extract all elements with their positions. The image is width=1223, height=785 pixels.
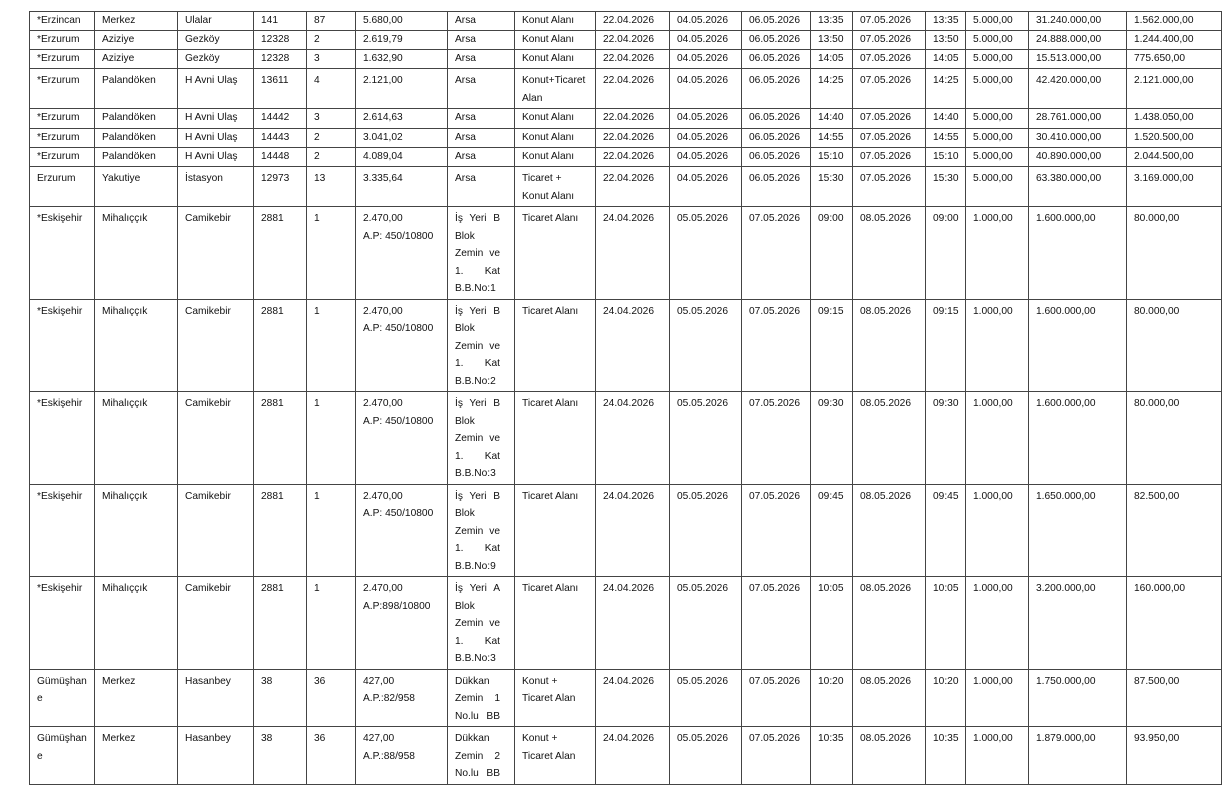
cell-ada: 12973 bbox=[254, 167, 307, 207]
cell-alan bbox=[356, 167, 448, 207]
table-row bbox=[30, 31, 1222, 50]
cell-saat2: 09:00 bbox=[926, 207, 966, 300]
cell-il: Erzurum bbox=[30, 167, 95, 207]
cell-ada: 14442 bbox=[254, 109, 307, 129]
cell-alan-value: 2.470,00 bbox=[363, 490, 403, 502]
cell-ihale1: 06.05.2026 bbox=[742, 50, 811, 69]
cell-tarih2: 04.05.2026 bbox=[670, 69, 742, 109]
cell-alan-value: 2.121,00 bbox=[363, 75, 403, 86]
table-row bbox=[30, 669, 1222, 727]
table-body bbox=[30, 12, 1222, 785]
cell-alan bbox=[356, 148, 448, 167]
cell-imar: Konut Alanı bbox=[515, 129, 596, 148]
cell-imar: Ticaret Alanı bbox=[515, 392, 596, 485]
cell-artis: 1.000,00 bbox=[966, 392, 1029, 485]
cell-ada: 12328 bbox=[254, 50, 307, 69]
cell-tarih2: 04.05.2026 bbox=[670, 31, 742, 50]
cell-bedel: 30.410.000,00 bbox=[1029, 129, 1127, 148]
cell-alan-ap: A.P: 450/10800 bbox=[363, 230, 434, 242]
cell-ada: 38 bbox=[254, 669, 307, 727]
cell-tarih1: 22.04.2026 bbox=[596, 148, 670, 167]
cell-ihale1: 06.05.2026 bbox=[742, 167, 811, 207]
cell-ada: 2881 bbox=[254, 207, 307, 300]
cell-artis: 5.000,00 bbox=[966, 109, 1029, 129]
cell-alan bbox=[356, 299, 448, 392]
cell-alan-value: 427,00 bbox=[363, 675, 395, 687]
table-row bbox=[30, 109, 1222, 129]
cell-bedel: 3.200.000,00 bbox=[1029, 577, 1127, 670]
cell-ilce: Palandöken bbox=[95, 69, 178, 109]
cell-saat1: 09:30 bbox=[811, 392, 853, 485]
cell-teminat: 2.121.000,00 bbox=[1127, 69, 1222, 109]
cell-tarih1: 22.04.2026 bbox=[596, 31, 670, 50]
cell-il: *Erzurum bbox=[30, 31, 95, 50]
cell-tarih2: 04.05.2026 bbox=[670, 167, 742, 207]
cell-tarih1: 22.04.2026 bbox=[596, 167, 670, 207]
cell-saat1: 14:40 bbox=[811, 109, 853, 129]
cell-il: *Eskişehir bbox=[30, 207, 95, 300]
cell-mahalle: Camikebir bbox=[178, 577, 254, 670]
cell-artis: 5.000,00 bbox=[966, 148, 1029, 167]
cell-ada: 13611 bbox=[254, 69, 307, 109]
cell-parsel: 3 bbox=[307, 109, 356, 129]
cell-parsel: 1 bbox=[307, 392, 356, 485]
cell-tarih1: 24.04.2026 bbox=[596, 577, 670, 670]
cell-bedel: 28.761.000,00 bbox=[1029, 109, 1127, 129]
cell-ilce: Palandöken bbox=[95, 148, 178, 167]
cell-tarih1: 24.04.2026 bbox=[596, 207, 670, 300]
cell-tarih2: 05.05.2026 bbox=[670, 727, 742, 785]
cell-saat2: 10:35 bbox=[926, 727, 966, 785]
cell-parsel: 4 bbox=[307, 69, 356, 109]
cell-bedel: 1.600.000,00 bbox=[1029, 392, 1127, 485]
cell-tarih2: 05.05.2026 bbox=[670, 484, 742, 577]
cell-alan-value: 2.619,79 bbox=[363, 34, 403, 45]
cell-teminat: 3.169.000,00 bbox=[1127, 167, 1222, 207]
cell-artis: 5.000,00 bbox=[966, 129, 1029, 148]
cell-artis: 1.000,00 bbox=[966, 669, 1029, 727]
cell-mahalle: H Avni Ulaş bbox=[178, 109, 254, 129]
cell-teminat: 80.000,00 bbox=[1127, 392, 1222, 485]
cell-ada: 2881 bbox=[254, 577, 307, 670]
cell-alan-value: 3.335,64 bbox=[363, 173, 403, 184]
cell-il: Gümüşhane bbox=[30, 727, 95, 785]
cell-imar: Konut + Ticaret Alan bbox=[515, 669, 596, 727]
cell-saat2: 09:45 bbox=[926, 484, 966, 577]
cell-alan bbox=[356, 129, 448, 148]
cell-artis: 1.000,00 bbox=[966, 484, 1029, 577]
cell-nitelik: Arsa bbox=[448, 167, 515, 207]
cell-parsel: 2 bbox=[307, 148, 356, 167]
cell-bedel: 15.513.000,00 bbox=[1029, 50, 1127, 69]
cell-imar: Konut Alanı bbox=[515, 148, 596, 167]
cell-ihale2: 07.05.2026 bbox=[853, 31, 926, 50]
cell-alan bbox=[356, 577, 448, 670]
cell-ihale1: 07.05.2026 bbox=[742, 392, 811, 485]
cell-saat1: 13:50 bbox=[811, 31, 853, 50]
cell-bedel: 40.890.000,00 bbox=[1029, 148, 1127, 167]
cell-saat2: 14:55 bbox=[926, 129, 966, 148]
cell-ihale2: 08.05.2026 bbox=[853, 299, 926, 392]
cell-ilce: Palandöken bbox=[95, 109, 178, 129]
cell-saat2: 14:05 bbox=[926, 50, 966, 69]
cell-ihale1: 07.05.2026 bbox=[742, 299, 811, 392]
cell-nitelik: Arsa bbox=[448, 31, 515, 50]
cell-mahalle: Hasanbey bbox=[178, 669, 254, 727]
cell-il: *Erzurum bbox=[30, 148, 95, 167]
cell-artis: 1.000,00 bbox=[966, 577, 1029, 670]
cell-parsel: 36 bbox=[307, 727, 356, 785]
cell-tarih1: 24.04.2026 bbox=[596, 727, 670, 785]
cell-saat2: 14:25 bbox=[926, 69, 966, 109]
cell-ihale1: 06.05.2026 bbox=[742, 31, 811, 50]
cell-ada: 14443 bbox=[254, 129, 307, 148]
cell-ilce: Mihalıççık bbox=[95, 484, 178, 577]
cell-mahalle: Gezköy bbox=[178, 31, 254, 50]
cell-alan-ap: A.P: 450/10800 bbox=[363, 323, 434, 334]
table-row bbox=[30, 69, 1222, 109]
cell-tarih2: 04.05.2026 bbox=[670, 12, 742, 31]
cell-ihale2: 07.05.2026 bbox=[853, 129, 926, 148]
cell-tarih2: 05.05.2026 bbox=[670, 669, 742, 727]
cell-nitelik: Arsa bbox=[448, 12, 515, 31]
cell-alan bbox=[356, 12, 448, 31]
cell-alan-value: 2.470,00 bbox=[363, 583, 403, 594]
cell-teminat: 775.650,00 bbox=[1127, 50, 1222, 69]
cell-teminat: 80.000,00 bbox=[1127, 207, 1222, 300]
cell-parsel: 13 bbox=[307, 167, 356, 207]
table-row bbox=[30, 484, 1222, 577]
cell-alan-value: 2.614,63 bbox=[363, 112, 403, 123]
cell-tarih2: 04.05.2026 bbox=[670, 129, 742, 148]
cell-nitelik: İş Yeri A Blok Zemin ve 1. Kat B.B.No:3 bbox=[448, 577, 515, 670]
cell-teminat: 2.044.500,00 bbox=[1127, 148, 1222, 167]
cell-imar: Ticaret Alanı bbox=[515, 577, 596, 670]
cell-ilce: Mihalıççık bbox=[95, 577, 178, 670]
cell-teminat: 1.438.050,00 bbox=[1127, 109, 1222, 129]
cell-ada: 14448 bbox=[254, 148, 307, 167]
cell-ihale2: 08.05.2026 bbox=[853, 392, 926, 485]
cell-ada: 2881 bbox=[254, 299, 307, 392]
table-row bbox=[30, 207, 1222, 300]
cell-tarih1: 24.04.2026 bbox=[596, 299, 670, 392]
cell-mahalle: H Avni Ulaş bbox=[178, 148, 254, 167]
cell-saat1: 10:05 bbox=[811, 577, 853, 670]
cell-il: *Erzurum bbox=[30, 109, 95, 129]
cell-parsel: 1 bbox=[307, 207, 356, 300]
cell-alan-ap: A.P: 450/10800 bbox=[363, 415, 434, 427]
cell-ada: 12328 bbox=[254, 31, 307, 50]
cell-bedel: 24.888.000,00 bbox=[1029, 31, 1127, 50]
cell-ilce: Merkez bbox=[95, 12, 178, 31]
cell-mahalle: Camikebir bbox=[178, 484, 254, 577]
cell-nitelik: Dükkan Zemin 2 No.lu BB bbox=[448, 727, 515, 785]
cell-il: *Eskişehir bbox=[30, 299, 95, 392]
cell-ihale2: 08.05.2026 bbox=[853, 207, 926, 300]
cell-alan-value: 2.470,00 bbox=[363, 305, 403, 317]
cell-saat1: 15:10 bbox=[811, 148, 853, 167]
cell-mahalle: H Avni Ulaş bbox=[178, 69, 254, 109]
cell-bedel: 1.879.000,00 bbox=[1029, 727, 1127, 785]
cell-artis: 1.000,00 bbox=[966, 207, 1029, 300]
cell-saat1: 14:55 bbox=[811, 129, 853, 148]
cell-bedel: 1.650.000,00 bbox=[1029, 484, 1127, 577]
cell-ihale2: 07.05.2026 bbox=[853, 50, 926, 69]
cell-saat2: 10:20 bbox=[926, 669, 966, 727]
cell-artis: 5.000,00 bbox=[966, 12, 1029, 31]
cell-tarih2: 04.05.2026 bbox=[670, 50, 742, 69]
cell-ada: 2881 bbox=[254, 392, 307, 485]
cell-nitelik: İş Yeri B Blok Zemin ve 1. Kat B.B.No:3 bbox=[448, 392, 515, 485]
table-row bbox=[30, 299, 1222, 392]
cell-alan bbox=[356, 50, 448, 69]
cell-tarih1: 24.04.2026 bbox=[596, 392, 670, 485]
cell-saat2: 13:35 bbox=[926, 12, 966, 31]
cell-ada: 38 bbox=[254, 727, 307, 785]
cell-ihale2: 08.05.2026 bbox=[853, 669, 926, 727]
cell-ilce: Palandöken bbox=[95, 129, 178, 148]
ihale-table bbox=[29, 11, 1222, 785]
table-row bbox=[30, 167, 1222, 207]
cell-ada: 2881 bbox=[254, 484, 307, 577]
cell-nitelik: İş Yeri B Blok Zemin ve 1. Kat B.B.No:1 bbox=[448, 207, 515, 300]
cell-artis: 5.000,00 bbox=[966, 50, 1029, 69]
cell-mahalle: Hasanbey bbox=[178, 727, 254, 785]
cell-parsel: 2 bbox=[307, 129, 356, 148]
table-row bbox=[30, 12, 1222, 31]
cell-nitelik: Arsa bbox=[448, 50, 515, 69]
cell-nitelik: Arsa bbox=[448, 129, 515, 148]
cell-bedel: 63.380.000,00 bbox=[1029, 167, 1127, 207]
cell-teminat: 93.950,00 bbox=[1127, 727, 1222, 785]
cell-imar: Ticaret + Konut Alanı bbox=[515, 167, 596, 207]
cell-tarih1: 22.04.2026 bbox=[596, 129, 670, 148]
cell-imar: Konut Alanı bbox=[515, 12, 596, 31]
table-row bbox=[30, 148, 1222, 167]
cell-tarih2: 05.05.2026 bbox=[670, 577, 742, 670]
cell-ada: 141 bbox=[254, 12, 307, 31]
cell-il: *Eskişehir bbox=[30, 392, 95, 485]
cell-saat1: 09:00 bbox=[811, 207, 853, 300]
cell-il: *Erzurum bbox=[30, 69, 95, 109]
cell-ilce: Yakutiye bbox=[95, 167, 178, 207]
cell-alan bbox=[356, 392, 448, 485]
cell-ihale2: 07.05.2026 bbox=[853, 109, 926, 129]
cell-il: *Eskişehir bbox=[30, 484, 95, 577]
cell-saat2: 09:30 bbox=[926, 392, 966, 485]
cell-parsel: 3 bbox=[307, 50, 356, 69]
cell-ihale1: 07.05.2026 bbox=[742, 727, 811, 785]
cell-tarih1: 22.04.2026 bbox=[596, 109, 670, 129]
cell-parsel: 1 bbox=[307, 299, 356, 392]
cell-saat1: 10:35 bbox=[811, 727, 853, 785]
cell-saat2: 15:10 bbox=[926, 148, 966, 167]
cell-ilce: Mihalıççık bbox=[95, 392, 178, 485]
cell-imar: Ticaret Alanı bbox=[515, 484, 596, 577]
cell-saat2: 10:05 bbox=[926, 577, 966, 670]
cell-mahalle: Gezköy bbox=[178, 50, 254, 69]
cell-bedel: 42.420.000,00 bbox=[1029, 69, 1127, 109]
cell-alan-value: 3.041,02 bbox=[363, 132, 403, 143]
cell-ilce: Aziziye bbox=[95, 31, 178, 50]
cell-ihale1: 07.05.2026 bbox=[742, 484, 811, 577]
cell-tarih1: 22.04.2026 bbox=[596, 12, 670, 31]
cell-teminat: 87.500,00 bbox=[1127, 669, 1222, 727]
cell-il: *Erzurum bbox=[30, 129, 95, 148]
cell-saat1: 09:15 bbox=[811, 299, 853, 392]
cell-teminat: 82.500,00 bbox=[1127, 484, 1222, 577]
cell-bedel: 1.600.000,00 bbox=[1029, 207, 1127, 300]
cell-ihale1: 07.05.2026 bbox=[742, 669, 811, 727]
cell-ihale2: 08.05.2026 bbox=[853, 484, 926, 577]
cell-nitelik: İş Yeri B Blok Zemin ve 1. Kat B.B.No:2 bbox=[448, 299, 515, 392]
cell-il: *Erzincan bbox=[30, 12, 95, 31]
cell-ihale2: 08.05.2026 bbox=[853, 727, 926, 785]
cell-saat2: 13:50 bbox=[926, 31, 966, 50]
cell-nitelik: Dükkan Zemin 1 No.lu BB bbox=[448, 669, 515, 727]
cell-saat2: 15:30 bbox=[926, 167, 966, 207]
cell-saat2: 09:15 bbox=[926, 299, 966, 392]
cell-ilce: Mihalıççık bbox=[95, 299, 178, 392]
cell-saat1: 09:45 bbox=[811, 484, 853, 577]
cell-tarih1: 22.04.2026 bbox=[596, 69, 670, 109]
cell-tarih1: 24.04.2026 bbox=[596, 484, 670, 577]
cell-parsel: 1 bbox=[307, 577, 356, 670]
cell-alan bbox=[356, 669, 448, 727]
cell-alan-value: 2.470,00 bbox=[363, 398, 403, 409]
cell-ihale1: 06.05.2026 bbox=[742, 129, 811, 148]
cell-alan bbox=[356, 109, 448, 129]
cell-teminat: 160.000,00 bbox=[1127, 577, 1222, 670]
cell-artis: 5.000,00 bbox=[966, 31, 1029, 50]
cell-alan-ap: A.P.:82/958 bbox=[363, 693, 415, 704]
cell-tarih2: 05.05.2026 bbox=[670, 207, 742, 300]
cell-imar: Konut Alanı bbox=[515, 50, 596, 69]
table-row bbox=[30, 129, 1222, 148]
cell-alan bbox=[356, 484, 448, 577]
cell-il: *Erzurum bbox=[30, 50, 95, 69]
cell-parsel: 2 bbox=[307, 31, 356, 50]
cell-nitelik: Arsa bbox=[448, 109, 515, 129]
cell-alan-ap: A.P: 450/10800 bbox=[363, 508, 434, 519]
cell-il: *Eskişehir bbox=[30, 577, 95, 670]
cell-imar: Konut Alanı bbox=[515, 31, 596, 50]
cell-tarih2: 04.05.2026 bbox=[670, 148, 742, 167]
cell-mahalle: İstasyon bbox=[178, 167, 254, 207]
cell-artis: 1.000,00 bbox=[966, 299, 1029, 392]
cell-saat1: 14:05 bbox=[811, 50, 853, 69]
cell-tarih1: 24.04.2026 bbox=[596, 669, 670, 727]
cell-imar: Ticaret Alanı bbox=[515, 299, 596, 392]
cell-alan-ap: A.P:898/10800 bbox=[363, 600, 431, 612]
cell-teminat: 1.562.000,00 bbox=[1127, 12, 1222, 31]
cell-saat2: 14:40 bbox=[926, 109, 966, 129]
cell-imar: Konut + Ticaret Alan bbox=[515, 727, 596, 785]
table-row bbox=[30, 392, 1222, 485]
cell-ihale1: 06.05.2026 bbox=[742, 148, 811, 167]
cell-imar: Ticaret Alanı bbox=[515, 207, 596, 300]
cell-il: Gümüşhane bbox=[30, 669, 95, 727]
cell-teminat: 1.244.400,00 bbox=[1127, 31, 1222, 50]
cell-tarih2: 04.05.2026 bbox=[670, 109, 742, 129]
cell-ilce: Mihalıççık bbox=[95, 207, 178, 300]
cell-ihale1: 06.05.2026 bbox=[742, 69, 811, 109]
cell-artis: 5.000,00 bbox=[966, 69, 1029, 109]
cell-alan-value: 1.632,90 bbox=[363, 53, 403, 64]
cell-artis: 5.000,00 bbox=[966, 167, 1029, 207]
cell-saat1: 13:35 bbox=[811, 12, 853, 31]
table-row bbox=[30, 577, 1222, 670]
cell-alan-value: 5.680,00 bbox=[363, 15, 403, 26]
cell-imar: Konut Alanı bbox=[515, 109, 596, 129]
cell-imar: Konut+Ticaret Alan bbox=[515, 69, 596, 109]
cell-alan-value: 2.470,00 bbox=[363, 213, 403, 224]
cell-saat1: 15:30 bbox=[811, 167, 853, 207]
cell-mahalle: Ulalar bbox=[178, 12, 254, 31]
cell-ihale1: 07.05.2026 bbox=[742, 207, 811, 300]
cell-saat1: 14:25 bbox=[811, 69, 853, 109]
cell-ihale1: 06.05.2026 bbox=[742, 12, 811, 31]
cell-ihale1: 07.05.2026 bbox=[742, 577, 811, 670]
cell-ilce: Merkez bbox=[95, 727, 178, 785]
cell-ilce: Merkez bbox=[95, 669, 178, 727]
cell-ilce: Aziziye bbox=[95, 50, 178, 69]
cell-mahalle: Camikebir bbox=[178, 299, 254, 392]
cell-nitelik: Arsa bbox=[448, 148, 515, 167]
cell-alan bbox=[356, 727, 448, 785]
cell-teminat: 80.000,00 bbox=[1127, 299, 1222, 392]
cell-mahalle: Camikebir bbox=[178, 392, 254, 485]
cell-ihale2: 07.05.2026 bbox=[853, 148, 926, 167]
cell-parsel: 1 bbox=[307, 484, 356, 577]
cell-alan-ap: A.P.:88/958 bbox=[363, 750, 415, 762]
table-row bbox=[30, 727, 1222, 785]
cell-ihale2: 07.05.2026 bbox=[853, 12, 926, 31]
cell-mahalle: Camikebir bbox=[178, 207, 254, 300]
cell-alan bbox=[356, 207, 448, 300]
cell-ihale1: 06.05.2026 bbox=[742, 109, 811, 129]
cell-parsel: 36 bbox=[307, 669, 356, 727]
cell-ihale2: 07.05.2026 bbox=[853, 69, 926, 109]
cell-ihale2: 07.05.2026 bbox=[853, 167, 926, 207]
cell-bedel: 1.750.000,00 bbox=[1029, 669, 1127, 727]
cell-mahalle: H Avni Ulaş bbox=[178, 129, 254, 148]
cell-alan bbox=[356, 31, 448, 50]
cell-tarih1: 22.04.2026 bbox=[596, 50, 670, 69]
cell-teminat: 1.520.500,00 bbox=[1127, 129, 1222, 148]
cell-nitelik: Arsa bbox=[448, 69, 515, 109]
cell-tarih2: 05.05.2026 bbox=[670, 392, 742, 485]
cell-artis: 1.000,00 bbox=[966, 727, 1029, 785]
table-row bbox=[30, 50, 1222, 69]
cell-bedel: 1.600.000,00 bbox=[1029, 299, 1127, 392]
cell-alan-value: 4.089,04 bbox=[363, 151, 403, 162]
cell-tarih2: 05.05.2026 bbox=[670, 299, 742, 392]
cell-ihale2: 08.05.2026 bbox=[853, 577, 926, 670]
cell-parsel: 87 bbox=[307, 12, 356, 31]
cell-alan bbox=[356, 69, 448, 109]
cell-bedel: 31.240.000,00 bbox=[1029, 12, 1127, 31]
cell-saat1: 10:20 bbox=[811, 669, 853, 727]
cell-nitelik: İş Yeri B Blok Zemin ve 1. Kat B.B.No:9 bbox=[448, 484, 515, 577]
cell-alan-value: 427,00 bbox=[363, 733, 395, 744]
